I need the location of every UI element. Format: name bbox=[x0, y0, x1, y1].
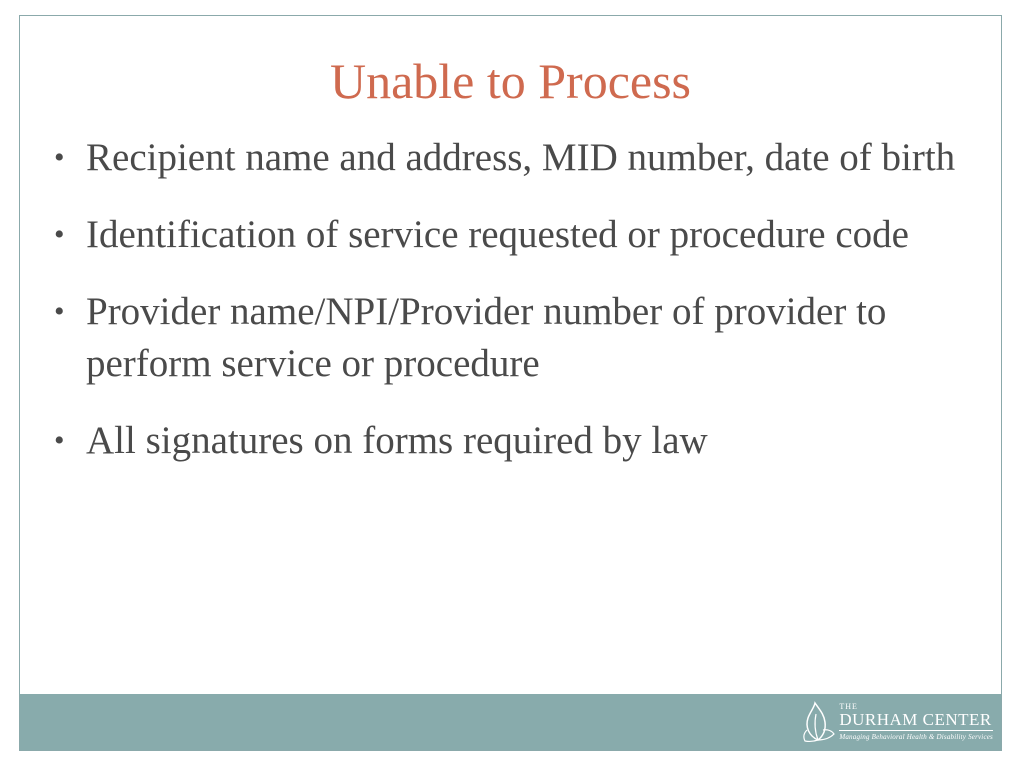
bullet-item bbox=[52, 132, 982, 184]
slide bbox=[19, 15, 1002, 751]
bullet-dot-icon: • bbox=[54, 295, 65, 328]
bullet-dot-icon: • bbox=[54, 218, 65, 251]
bullet-item bbox=[52, 209, 982, 261]
logo-name: DURHAM CENTER bbox=[839, 710, 992, 729]
logo-text bbox=[839, 703, 993, 741]
logo-prefix: THE bbox=[839, 702, 858, 711]
footer-bar bbox=[20, 694, 1001, 750]
bullet-list bbox=[52, 132, 982, 492]
bullet-dot-icon: • bbox=[54, 141, 65, 174]
bullet-item bbox=[52, 415, 982, 467]
logo-tagline: Managing Behavioral Health & Disability Services bbox=[839, 733, 993, 741]
bullet-text: Recipient name and address, MID number, date of birth bbox=[86, 136, 956, 179]
leaf-flower-icon bbox=[801, 700, 835, 744]
bullet-dot-icon: • bbox=[54, 424, 65, 457]
slide-title: Unable to Process bbox=[329, 53, 692, 109]
bullet-item bbox=[52, 286, 982, 390]
bullet-text: Provider name/NPI/Provider number of provider to perform service or procedure bbox=[86, 290, 887, 385]
bullet-text: Identification of service requested or procedure code bbox=[86, 213, 909, 256]
bullet-text: All signatures on forms required by law bbox=[86, 419, 708, 462]
durham-center-logo bbox=[801, 698, 993, 746]
